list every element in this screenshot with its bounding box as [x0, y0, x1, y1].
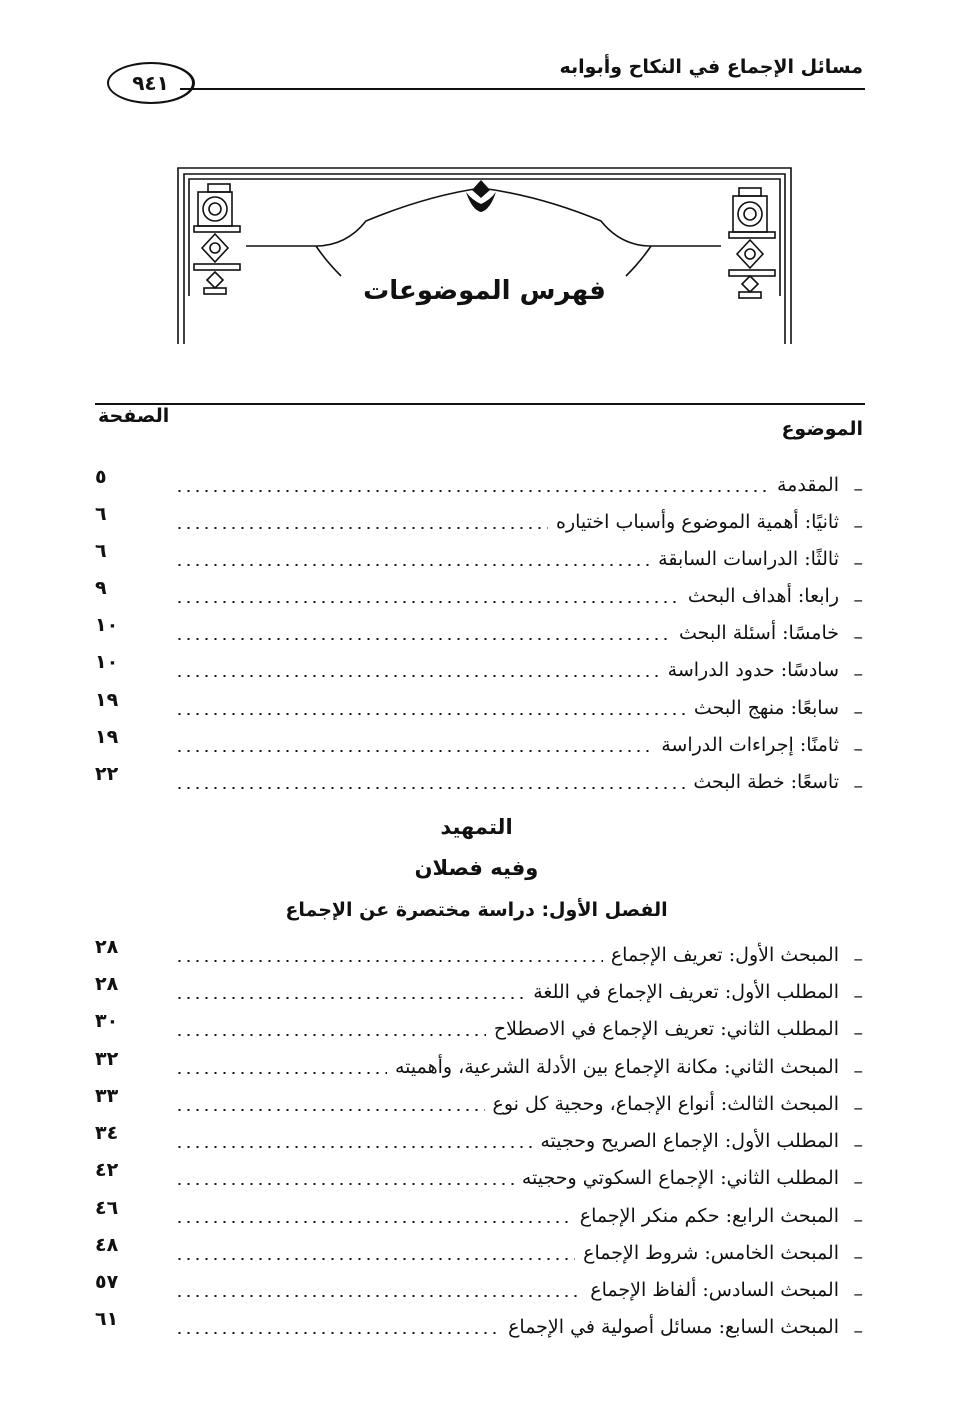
bullet-dash: –	[853, 1022, 863, 1044]
dot-leader	[175, 1034, 486, 1036]
toc-row[interactable]	[95, 540, 863, 582]
bullet-dash: –	[853, 515, 863, 537]
toc-page-number: ٤٢	[95, 1159, 119, 1181]
toc-row[interactable]	[95, 1010, 863, 1052]
toc-row[interactable]	[95, 726, 863, 768]
dot-leader	[175, 1332, 500, 1334]
toc-row[interactable]	[95, 1234, 863, 1276]
bullet-dash: –	[853, 1097, 863, 1119]
dot-leader	[175, 1183, 514, 1185]
bullet-dash: –	[853, 1060, 863, 1082]
dot-leader	[175, 1072, 387, 1074]
toc-entry-text: المبحث الأول: تعريف الإجماع	[610, 944, 839, 966]
bullet-dash: –	[853, 589, 863, 611]
toc-entry-text: المبحث السابع: مسائل أصولية في الإجماع	[508, 1316, 839, 1338]
toc-row[interactable]	[95, 466, 863, 508]
bullet-dash: –	[853, 738, 863, 760]
bullet-dash: –	[853, 478, 863, 500]
toc-row[interactable]	[95, 936, 863, 978]
toc-entry-text: المطلب الثاني: تعريف الإجماع في الاصطلاح	[493, 1018, 839, 1040]
toc-row[interactable]	[95, 1122, 863, 1164]
bullet-dash: –	[853, 1134, 863, 1156]
bullet-dash: –	[853, 1171, 863, 1193]
toc-row[interactable]	[95, 763, 863, 805]
page-number: ٩٤١	[132, 71, 169, 95]
toc-entry-text: سادسًا: حدود الدراسة	[667, 659, 839, 681]
toc-entry-text: المطلب الأول: الإجماع الصريح وحجيته	[540, 1130, 839, 1152]
toc-page-number: ٢٨	[95, 936, 119, 958]
bullet-dash: –	[853, 1283, 863, 1305]
toc-row[interactable]	[95, 614, 863, 656]
toc-row[interactable]	[95, 651, 863, 693]
dot-leader	[175, 960, 603, 962]
title-banner	[176, 166, 793, 344]
toc-page-number: ١٠	[95, 614, 119, 636]
toc-page-number: ٢٨	[95, 973, 119, 995]
toc-page-number: ٩	[95, 577, 107, 599]
toc-page-number: ٣٣	[95, 1085, 119, 1107]
toc-entry-text: ثامنًا: إجراءات الدراسة	[661, 734, 839, 756]
dot-leader	[175, 1109, 485, 1111]
bullet-dash: –	[853, 552, 863, 574]
dot-leader	[175, 1295, 582, 1297]
toc-page-number: ٦	[95, 540, 107, 562]
toc-row[interactable]	[95, 1197, 863, 1239]
toc-row[interactable]	[95, 577, 863, 619]
toc-page-number: ٢٢	[95, 763, 119, 785]
dot-leader	[175, 564, 650, 566]
toc-page-number: ٥٧	[95, 1271, 119, 1293]
toc-page-number: ٣٢	[95, 1048, 119, 1070]
toc-entry-text: المبحث الرابع: حكم منكر الإجماع	[579, 1205, 839, 1227]
toc-page-number: ١٩	[95, 689, 119, 711]
toc-entry-text: المقدمة	[776, 474, 839, 496]
page-column-header: الصفحة	[98, 405, 170, 427]
toc-row[interactable]	[95, 1308, 863, 1350]
toc-entry-text: سابعًا: منهج البحث	[693, 697, 839, 719]
bullet-dash: –	[853, 626, 863, 648]
toc-entry-text: المبحث الثالث: أنواع الإجماع، وحجية كل نوع	[492, 1093, 839, 1115]
dot-leader	[175, 1258, 575, 1260]
dot-leader	[175, 490, 769, 492]
dot-leader	[175, 750, 653, 752]
bullet-dash: –	[853, 948, 863, 970]
toc-row[interactable]	[95, 1271, 863, 1313]
index-title: فهرس الموضوعات	[363, 276, 606, 306]
toc-page-number: ٦١	[95, 1308, 119, 1330]
part-title: التمهيد	[440, 815, 513, 839]
column-header-rule	[95, 403, 865, 405]
dot-leader	[175, 638, 671, 640]
dot-leader	[175, 713, 686, 715]
dot-leader	[175, 601, 680, 603]
toc-page-number: ٤٨	[95, 1234, 119, 1256]
chapter-title: الفصل الأول: دراسة مختصرة عن الإجماع	[285, 899, 668, 921]
dot-leader	[175, 997, 525, 999]
toc-page-number: ٤٦	[95, 1197, 119, 1219]
toc-page-number: ٣٤	[95, 1122, 119, 1144]
header-rule	[180, 88, 865, 90]
page-number-oval	[107, 62, 195, 104]
toc-row[interactable]	[95, 1159, 863, 1201]
dot-leader	[175, 1221, 572, 1223]
toc-page-number: ٥	[95, 466, 107, 488]
bullet-dash: –	[853, 1209, 863, 1231]
topic-column-header: الموضوع	[781, 418, 863, 440]
toc-entry-text: رابعا: أهداف البحث	[687, 585, 839, 607]
toc-entry-text: المبحث الخامس: شروط الإجماع	[583, 1242, 839, 1264]
toc-entry-text: تاسعًا: خطة البحث	[693, 771, 839, 793]
toc-entry-text: ثانيًا: أهمية الموضوع وأسباب اختياره	[556, 511, 839, 533]
toc-page-number: ٦	[95, 503, 107, 525]
bullet-dash: –	[853, 663, 863, 685]
toc-row[interactable]	[95, 973, 863, 1015]
toc-entry-text: خامسًا: أسئلة البحث	[678, 622, 839, 644]
bullet-dash: –	[853, 775, 863, 797]
running-title: مسائل الإجماع في النكاح وأبوابه	[559, 56, 863, 78]
bullet-dash: –	[853, 985, 863, 1007]
toc-entry-text: المطلب الأول: تعريف الإجماع في اللغة	[533, 981, 839, 1003]
toc-row[interactable]	[95, 689, 863, 731]
toc-row[interactable]	[95, 1048, 863, 1090]
dot-leader	[175, 527, 548, 529]
bullet-dash: –	[853, 1320, 863, 1342]
toc-page-number: ١٩	[95, 726, 119, 748]
ornament-frame-icon	[176, 166, 793, 344]
toc-entry-text: المبحث السادس: ألفاظ الإجماع	[590, 1279, 839, 1301]
dot-leader	[175, 1146, 532, 1148]
bullet-dash: –	[853, 701, 863, 723]
toc-row[interactable]	[95, 503, 863, 545]
toc-entry-text: المبحث الثاني: مكانة الإجماع بين الأدلة الشرعية، وأهميته	[394, 1056, 839, 1078]
toc-entry-text: ثالثًا: الدراسات السابقة	[658, 548, 839, 570]
toc-page-number: ١٠	[95, 651, 119, 673]
bullet-dash: –	[853, 1246, 863, 1268]
toc-page-number: ٣٠	[95, 1010, 119, 1032]
dot-leader	[175, 675, 660, 677]
toc-row[interactable]	[95, 1085, 863, 1127]
dot-leader	[175, 787, 685, 789]
toc-entry-text: المطلب الثاني: الإجماع السكوتي وحجيته	[521, 1167, 839, 1189]
part-subtitle: وفيه فصلان	[414, 856, 539, 880]
